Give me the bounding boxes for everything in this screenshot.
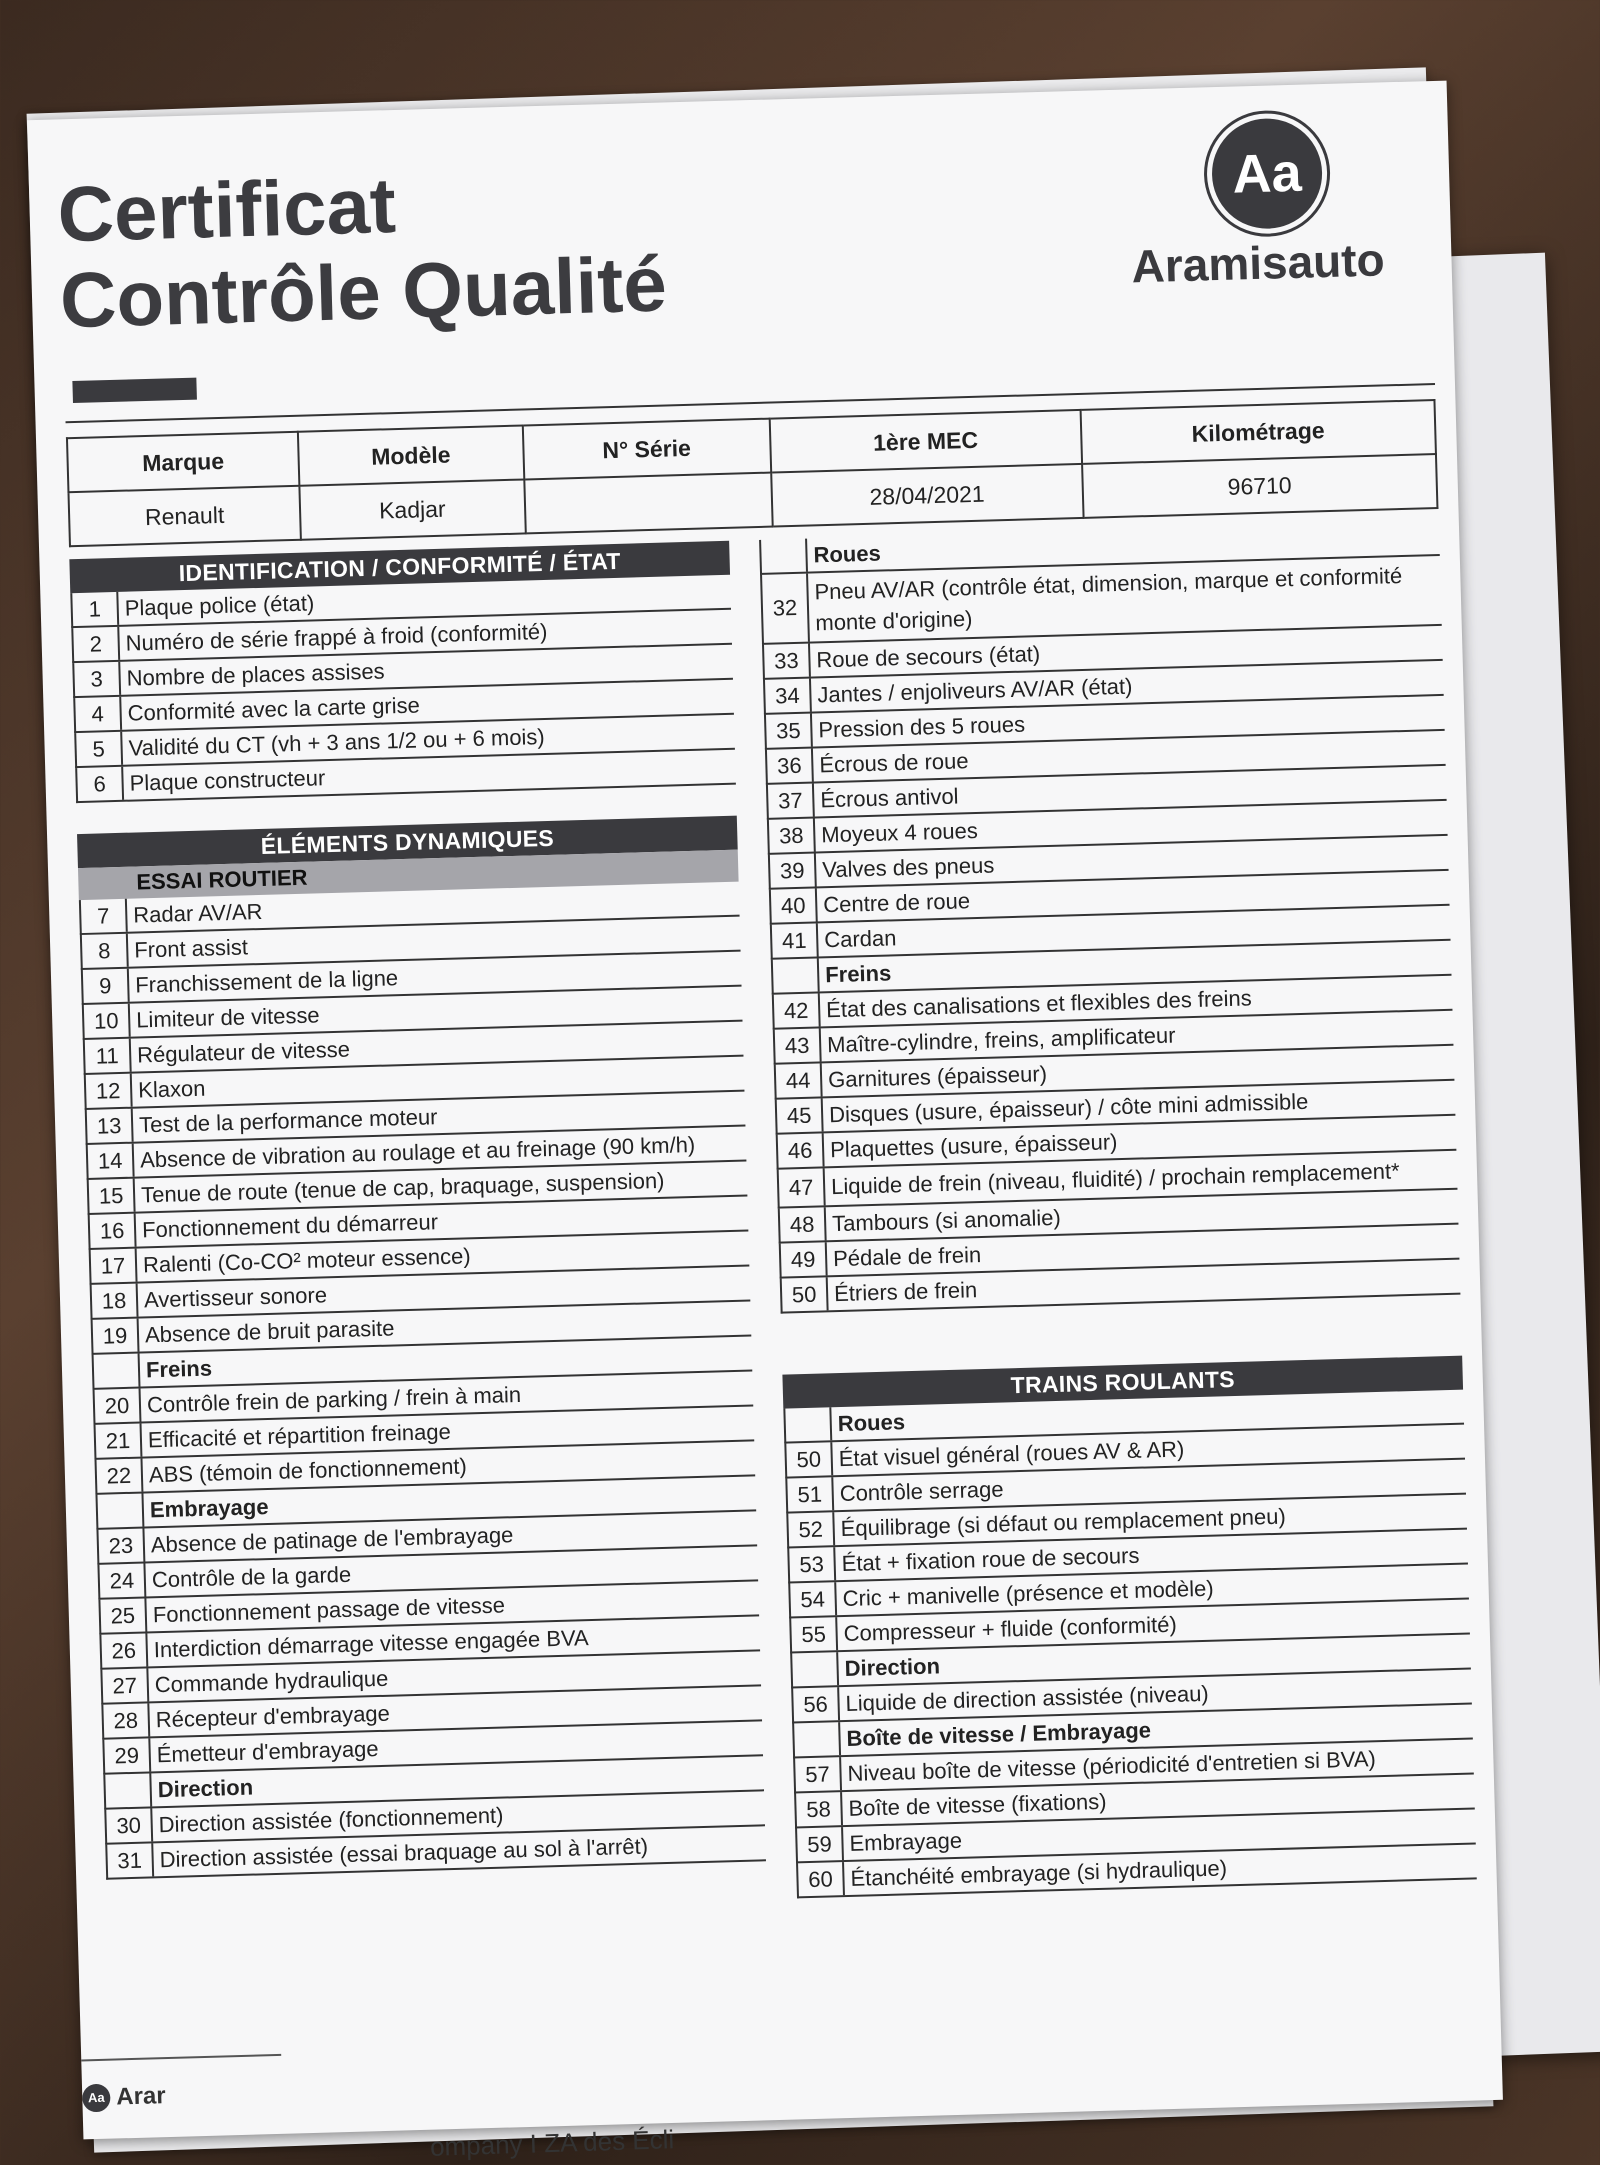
section-title: ÉLÉMENTS DYNAMIQUES bbox=[77, 816, 738, 868]
item-label: État visuel général (roues AV & AR) bbox=[838, 1436, 1185, 1472]
item-label: Nombre de places assises bbox=[126, 658, 385, 691]
item-label: Direction assistée (essai braquage au sol à l'arrêt) bbox=[159, 1833, 649, 1873]
item-number: 37 bbox=[768, 784, 815, 818]
section-title: IDENTIFICATION / CONFORMITÉ / ÉTAT bbox=[69, 541, 730, 593]
item-label: Commande hydraulique bbox=[154, 1665, 389, 1698]
item-number: 45 bbox=[777, 1098, 824, 1132]
item-label: Absence de vibration au roulage et au freinage (90 km/h) bbox=[139, 1131, 696, 1173]
header-mec: 1ère MEC bbox=[769, 410, 1082, 473]
footer-divider bbox=[81, 2054, 281, 2062]
item-label: Conformité avec la carte grise bbox=[127, 692, 421, 726]
item-number: 7 bbox=[81, 899, 128, 933]
item-number: 51 bbox=[787, 1477, 834, 1511]
item-number: 15 bbox=[89, 1179, 136, 1213]
item-number: 1 bbox=[72, 592, 119, 626]
item-number: 33 bbox=[764, 644, 811, 678]
item-label: Direction bbox=[157, 1774, 254, 1803]
item-label: Interdiction démarrage vitesse engagée BVA bbox=[153, 1625, 589, 1663]
item-number: 43 bbox=[775, 1028, 822, 1062]
item-label: Boîte de vitesse / Embrayage bbox=[846, 1717, 1152, 1751]
item-number: 27 bbox=[102, 1668, 149, 1702]
identification-section bbox=[69, 541, 736, 803]
item-label: Fonctionnement du démarreur bbox=[141, 1209, 439, 1243]
value-marque: Renault bbox=[68, 486, 300, 546]
item-number: 36 bbox=[767, 749, 814, 783]
item-number: 40 bbox=[771, 888, 818, 922]
item-number: 3 bbox=[74, 662, 121, 696]
item-number: 52 bbox=[788, 1512, 835, 1546]
item-label: Validité du CT (vh + 3 ans 1/2 ou + 6 mois) bbox=[128, 724, 546, 761]
running-gear-section bbox=[782, 1356, 1476, 1899]
item-label: Centre de roue bbox=[822, 888, 971, 918]
item-number: 14 bbox=[88, 1144, 135, 1178]
item-label: Direction assistée (fonctionnement) bbox=[158, 1802, 504, 1838]
item-label: Pneu AV/AR (contrôle état, dimension, marque et conformité monte d'origine) bbox=[814, 563, 1403, 636]
item-label: Numéro de série frappé à froid (conformité) bbox=[125, 618, 548, 656]
item-number: 23 bbox=[98, 1528, 145, 1562]
item-number: 17 bbox=[91, 1249, 138, 1283]
item-label: État des canalisations et flexibles des freins bbox=[825, 985, 1252, 1023]
item-number: 5 bbox=[76, 732, 123, 766]
item-label: ABS (témoin de fonctionnement) bbox=[148, 1453, 468, 1488]
item-number: 9 bbox=[83, 969, 130, 1003]
header-modele: Modèle bbox=[298, 426, 524, 486]
item-label: Efficacité et répartition freinage bbox=[147, 1418, 452, 1453]
title-line-2: Contrôle Qualité bbox=[58, 239, 668, 345]
item-number bbox=[785, 1407, 832, 1441]
item-label: Étriers de frein bbox=[833, 1277, 978, 1307]
item-number: 58 bbox=[796, 1792, 843, 1826]
item-number bbox=[794, 1722, 841, 1756]
item-number: 57 bbox=[795, 1757, 842, 1791]
item-number: 24 bbox=[99, 1563, 146, 1597]
item-number: 30 bbox=[106, 1808, 153, 1842]
item-label: Plaque constructeur bbox=[129, 765, 326, 796]
aramisauto-logo-icon: Aa bbox=[1205, 112, 1328, 235]
item-label: Absence de bruit parasite bbox=[144, 1315, 395, 1348]
item-label: Compresseur + fluide (conformité) bbox=[843, 1611, 1178, 1647]
item-number: 38 bbox=[769, 818, 816, 852]
item-number: 44 bbox=[776, 1063, 823, 1097]
item-label: Écrous de roue bbox=[819, 748, 969, 778]
item-label: Pression des 5 roues bbox=[818, 711, 1026, 743]
item-label: Freins bbox=[824, 960, 892, 988]
item-label: Fonctionnement passage de vitesse bbox=[152, 1592, 506, 1628]
item-label: Roue de secours (état) bbox=[816, 641, 1041, 673]
item-number: 53 bbox=[789, 1547, 836, 1581]
item-number: 50 bbox=[782, 1277, 829, 1311]
item-label: Étanchéité embrayage (si hydraulique) bbox=[850, 1855, 1228, 1891]
value-serie bbox=[524, 473, 772, 534]
item-label: Embrayage bbox=[849, 1827, 963, 1856]
certificate-title bbox=[57, 154, 668, 343]
item-number: 31 bbox=[107, 1843, 154, 1877]
item-number: 22 bbox=[97, 1459, 144, 1493]
item-number bbox=[792, 1652, 839, 1686]
section-subtitle: ESSAI ROUTIER bbox=[78, 850, 739, 900]
item-label: Limiteur de vitesse bbox=[135, 1002, 320, 1033]
item-label: Boîte de vitesse (fixations) bbox=[848, 1788, 1107, 1821]
item-label: Pédale de frein bbox=[832, 1242, 982, 1272]
item-number: 2 bbox=[73, 627, 120, 661]
header-marque: Marque bbox=[67, 432, 299, 492]
dynamic-elements-section bbox=[77, 816, 766, 1880]
item-number bbox=[94, 1354, 141, 1388]
item-number: 56 bbox=[793, 1687, 840, 1721]
item-label: Niveau boîte de vitesse (périodicité d'entretien si BVA) bbox=[847, 1746, 1377, 1786]
vehicle-info-table bbox=[66, 399, 1439, 547]
item-label: Embrayage bbox=[149, 1494, 269, 1523]
brand-name: Aramisauto bbox=[1130, 233, 1386, 293]
footer-brand: Arar bbox=[115, 2082, 167, 2111]
item-number: 10 bbox=[84, 1004, 131, 1038]
item-label: Contrôle de la garde bbox=[151, 1561, 352, 1593]
item-number: 32 bbox=[762, 574, 810, 643]
item-number: 19 bbox=[93, 1319, 140, 1353]
item-label: Maître-cylindre, freins, amplificateur bbox=[826, 1022, 1176, 1058]
item-label: Valves des pneus bbox=[821, 852, 995, 883]
item-label: Écrous antivol bbox=[820, 783, 959, 813]
redacted-bar bbox=[72, 378, 197, 403]
item-label: Freins bbox=[145, 1355, 213, 1383]
header-serie: N° Série bbox=[522, 419, 770, 480]
item-label: Direction bbox=[844, 1653, 941, 1681]
item-number: 41 bbox=[772, 923, 819, 957]
item-number bbox=[773, 958, 820, 992]
item-label: Équilibrage (si défaut ou remplacement pneu) bbox=[840, 1503, 1287, 1542]
item-label: Front assist bbox=[133, 934, 249, 963]
item-label: Roues bbox=[813, 540, 882, 568]
item-number: 18 bbox=[92, 1284, 139, 1318]
item-number bbox=[761, 539, 808, 573]
item-label: Liquide de direction assistée (niveau) bbox=[845, 1680, 1210, 1716]
item-label: Régulateur de vitesse bbox=[136, 1036, 351, 1068]
item-number: 46 bbox=[778, 1133, 825, 1167]
item-number: 48 bbox=[780, 1207, 827, 1241]
item-number: 20 bbox=[95, 1389, 142, 1423]
item-number: 16 bbox=[90, 1214, 137, 1248]
certificate-page bbox=[27, 81, 1503, 2140]
title-line-1: Certificat bbox=[56, 160, 397, 259]
item-number: 6 bbox=[77, 767, 124, 801]
item-label: Avertisseur sonore bbox=[143, 1282, 328, 1313]
footer-logo-icon: Aa bbox=[82, 2084, 111, 2113]
item-number: 50 bbox=[786, 1442, 833, 1476]
item-label: Absence de patinage de l'embrayage bbox=[150, 1522, 514, 1558]
item-number: 55 bbox=[791, 1617, 838, 1651]
item-label: Disques (usure, épaisseur) / côte mini admissible bbox=[828, 1088, 1309, 1128]
item-number: 39 bbox=[770, 853, 817, 887]
item-label: Plaque police (état) bbox=[124, 590, 315, 621]
item-number: 28 bbox=[103, 1703, 150, 1737]
item-number: 4 bbox=[75, 697, 122, 731]
item-number: 42 bbox=[774, 993, 821, 1027]
item-number: 12 bbox=[86, 1074, 133, 1108]
item-label: Émetteur d'embrayage bbox=[156, 1736, 379, 1768]
item-number: 47 bbox=[779, 1168, 826, 1206]
item-number: 25 bbox=[100, 1598, 147, 1632]
item-label: Cric + manivelle (présence et modèle) bbox=[842, 1575, 1214, 1612]
item-label: Franchissement de la ligne bbox=[134, 965, 399, 998]
value-modele: Kadjar bbox=[299, 479, 525, 539]
item-number: 34 bbox=[765, 679, 812, 713]
item-label: Cardan bbox=[823, 925, 897, 953]
item-label: Garnitures (épaisseur) bbox=[827, 1061, 1048, 1093]
item-number: 8 bbox=[82, 934, 129, 968]
item-label: Test de la performance moteur bbox=[138, 1104, 438, 1138]
item-label: Jantes / enjoliveurs AV/AR (état) bbox=[817, 673, 1133, 708]
item-number: 59 bbox=[797, 1827, 844, 1861]
item-number: 49 bbox=[781, 1242, 828, 1276]
item-label: Contrôle frein de parking / frein à main bbox=[146, 1381, 522, 1418]
item-number: 11 bbox=[85, 1039, 132, 1073]
under-sheet-text: ompany I ZA des Écli bbox=[429, 2124, 675, 2162]
item-number: 60 bbox=[798, 1862, 845, 1896]
item-label: Roues bbox=[837, 1409, 906, 1437]
item-label: État + fixation roue de secours bbox=[841, 1542, 1140, 1577]
value-km: 96710 bbox=[1082, 454, 1438, 518]
item-label: Récepteur d'embrayage bbox=[155, 1700, 391, 1733]
item-label: Tambours (si anomalie) bbox=[831, 1204, 1062, 1237]
value-mec: 28/04/2021 bbox=[771, 464, 1084, 527]
item-label: Contrôle serrage bbox=[839, 1476, 1004, 1507]
header-km: Kilométrage bbox=[1080, 400, 1436, 464]
item-number bbox=[105, 1773, 152, 1807]
wheels-brakes-section bbox=[759, 521, 1460, 1314]
item-label: Plaquettes (usure, épaisseur) bbox=[829, 1129, 1118, 1163]
item-label: Tenue de route (tenue de cap, braquage, suspension) bbox=[140, 1167, 665, 1208]
item-number: 54 bbox=[790, 1582, 837, 1616]
item-number bbox=[97, 1494, 144, 1528]
item-label: Liquide de frein (niveau, fluidité) / prochain remplacement* bbox=[830, 1158, 1400, 1200]
item-label: Radar AV/AR bbox=[132, 898, 263, 928]
item-number: 13 bbox=[87, 1109, 134, 1143]
item-label: Klaxon bbox=[137, 1075, 206, 1103]
item-number: 29 bbox=[104, 1738, 151, 1772]
item-number: 21 bbox=[96, 1424, 143, 1458]
section-title: TRAINS ROULANTS bbox=[782, 1356, 1463, 1409]
item-label: Ralenti (Co-CO² moteur essence) bbox=[142, 1243, 471, 1278]
item-number: 26 bbox=[101, 1633, 148, 1667]
item-number: 35 bbox=[766, 714, 813, 748]
item-label: Moyeux 4 roues bbox=[820, 817, 979, 848]
